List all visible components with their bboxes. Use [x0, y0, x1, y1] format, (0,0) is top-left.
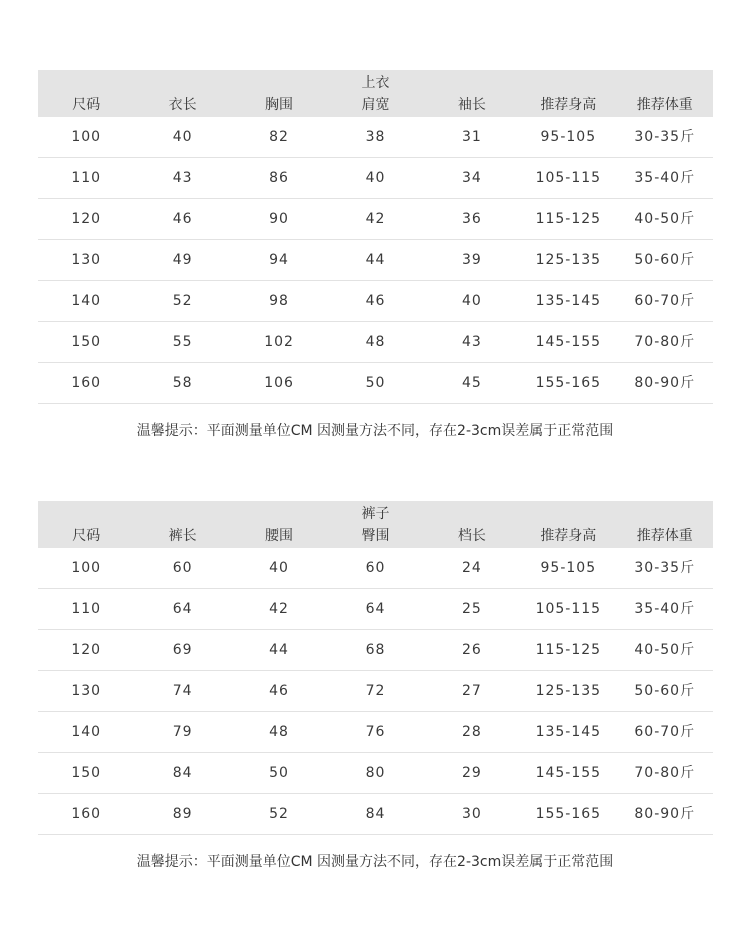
- table-cell: 28: [461, 724, 482, 740]
- table-cell: 60-70斤: [634, 293, 696, 309]
- table-cell: 42: [365, 211, 386, 227]
- table-cell: 29: [461, 765, 482, 781]
- table-cell: 74: [172, 683, 193, 699]
- table-cell: 69: [172, 642, 193, 658]
- table-cell: 102: [264, 334, 294, 350]
- table-cell: 64: [172, 601, 193, 617]
- table-cell: 27: [461, 683, 482, 699]
- header-shoulder: 肩宽: [361, 97, 390, 113]
- header-hip: 臀围: [361, 528, 390, 544]
- table-row: [38, 589, 713, 630]
- header-size: 尺码: [72, 97, 101, 113]
- table-cell: 40: [172, 129, 193, 145]
- header-height: 推荐身高: [540, 97, 597, 113]
- table-cell: 40-50斤: [634, 211, 696, 227]
- top-table-header: [38, 70, 713, 117]
- table-cell: 26: [461, 642, 482, 658]
- table-cell: 89: [172, 806, 193, 822]
- table-cell: 95-105: [540, 560, 597, 576]
- pants-table-header-row: [38, 525, 713, 547]
- table-cell: 46: [172, 211, 193, 227]
- table-cell: 50-60斤: [634, 252, 696, 268]
- table-cell: 49: [172, 252, 193, 268]
- table-cell: 115-125: [535, 642, 602, 658]
- table-cell: 64: [365, 601, 386, 617]
- top-table-body: [38, 117, 713, 404]
- measurement-note: 温馨提示：平面测量单位CM 因测量方法不同，存在2-3cm误差属于正常范围: [136, 423, 614, 439]
- table-cell: 82: [269, 129, 289, 145]
- table-cell: 30-35斤: [634, 129, 696, 145]
- table-row: [38, 794, 713, 835]
- table-row: [38, 671, 713, 712]
- table-row: [38, 117, 713, 158]
- table-cell: 72: [365, 683, 386, 699]
- table-cell: 50-60斤: [634, 683, 696, 699]
- table-cell: 150: [71, 334, 102, 350]
- table-cell: 45: [461, 375, 482, 391]
- header-size: 尺码: [72, 528, 101, 544]
- table-cell: 55: [172, 334, 193, 350]
- table-cell: 40-50斤: [634, 642, 696, 658]
- table-cell: 80-90斤: [634, 806, 696, 822]
- top-table-header-row: [38, 94, 713, 116]
- table-cell: 84: [365, 806, 386, 822]
- table-cell: 120: [71, 211, 102, 227]
- table-cell: 125-135: [535, 252, 602, 268]
- table-cell: 46: [269, 683, 289, 699]
- header-chest: 胸围: [265, 97, 294, 113]
- table-cell: 42: [269, 601, 289, 617]
- table-cell: 94: [269, 252, 289, 268]
- pants-table-header: [38, 501, 713, 548]
- table-row: [38, 712, 713, 753]
- table-cell: 106: [264, 375, 294, 391]
- table-cell: 31: [461, 129, 482, 145]
- table-cell: 60: [172, 560, 193, 576]
- table-row: [38, 753, 713, 794]
- table-cell: 110: [71, 170, 102, 186]
- table-cell: 58: [172, 375, 193, 391]
- top-size-table: [38, 70, 713, 404]
- header-weight: 推荐体重: [636, 97, 693, 113]
- table-cell: 80: [365, 765, 386, 781]
- table-cell: 35-40斤: [634, 170, 696, 186]
- table-row: [38, 158, 713, 199]
- table-cell: 40: [461, 293, 482, 309]
- table-cell: 34: [461, 170, 482, 186]
- table-cell: 60: [365, 560, 386, 576]
- table-cell: 155-165: [535, 375, 602, 391]
- header-height: 推荐身高: [540, 528, 597, 544]
- table-cell: 86: [269, 170, 289, 186]
- table-cell: 140: [71, 293, 102, 309]
- header-length: 衣长: [168, 97, 197, 113]
- table-cell: 60-70斤: [634, 724, 696, 740]
- measurement-note: 温馨提示：平面测量单位CM 因测量方法不同，存在2-3cm误差属于正常范围: [136, 854, 614, 870]
- table-cell: 38: [365, 129, 386, 145]
- table-cell: 50: [269, 765, 289, 781]
- table-cell: 90: [269, 211, 289, 227]
- table-cell: 100: [71, 560, 102, 576]
- table-cell: 98: [269, 293, 289, 309]
- table-cell: 95-105: [540, 129, 597, 145]
- table-cell: 52: [269, 806, 289, 822]
- table-cell: 50: [365, 375, 386, 391]
- table-cell: 30-35斤: [634, 560, 696, 576]
- table-cell: 140: [71, 724, 102, 740]
- table-cell: 130: [71, 683, 102, 699]
- table-cell: 160: [71, 806, 102, 822]
- table-cell: 43: [172, 170, 193, 186]
- table-row: [38, 199, 713, 240]
- table-cell: 70-80斤: [634, 765, 696, 781]
- header-sleeve: 袖长: [457, 97, 486, 113]
- table-cell: 70-80斤: [634, 334, 696, 350]
- table-cell: 135-145: [535, 724, 602, 740]
- table-row: [38, 322, 713, 363]
- table-cell: 84: [172, 765, 193, 781]
- table-cell: 40: [365, 170, 386, 186]
- table-cell: 43: [461, 334, 482, 350]
- table-row: [38, 630, 713, 671]
- pants-table-body: [38, 548, 713, 835]
- table-cell: 135-145: [535, 293, 602, 309]
- table-cell: 76: [365, 724, 386, 740]
- table-cell: 48: [269, 724, 289, 740]
- table-cell: 24: [461, 560, 482, 576]
- table-row: [38, 281, 713, 322]
- table-cell: 105-115: [535, 601, 602, 617]
- table-row: [38, 548, 713, 589]
- table-cell: 40: [269, 560, 289, 576]
- table-cell: 150: [71, 765, 102, 781]
- table-cell: 48: [365, 334, 386, 350]
- table-cell: 115-125: [535, 211, 602, 227]
- table-cell: 130: [71, 252, 102, 268]
- header-rise: 档长: [457, 528, 486, 544]
- table-cell: 25: [461, 601, 482, 617]
- header-weight: 推荐体重: [636, 528, 693, 544]
- table-cell: 105-115: [535, 170, 602, 186]
- table-cell: 36: [461, 211, 482, 227]
- table-cell: 110: [71, 601, 102, 617]
- table-cell: 44: [365, 252, 386, 268]
- pants-table-caption: 裤子: [361, 506, 390, 522]
- table-cell: 80-90斤: [634, 375, 696, 391]
- table-cell: 145-155: [535, 334, 602, 350]
- table-cell: 160: [71, 375, 102, 391]
- table-cell: 155-165: [535, 806, 602, 822]
- table-cell: 68: [365, 642, 386, 658]
- table-cell: 44: [269, 642, 289, 658]
- table-cell: 52: [172, 293, 193, 309]
- table-cell: 79: [172, 724, 193, 740]
- header-waist: 腰围: [265, 528, 294, 544]
- table-cell: 35-40斤: [634, 601, 696, 617]
- table-cell: 30: [461, 806, 482, 822]
- table-cell: 120: [71, 642, 102, 658]
- table-row: [38, 240, 713, 281]
- table-cell: 125-135: [535, 683, 602, 699]
- header-pants-length: 裤长: [168, 528, 197, 544]
- table-cell: 100: [71, 129, 102, 145]
- table-cell: 145-155: [535, 765, 602, 781]
- table-cell: 46: [365, 293, 386, 309]
- top-table-caption: 上衣: [361, 75, 390, 91]
- table-cell: 39: [461, 252, 482, 268]
- pants-size-table: [38, 501, 713, 835]
- table-row: [38, 363, 713, 404]
